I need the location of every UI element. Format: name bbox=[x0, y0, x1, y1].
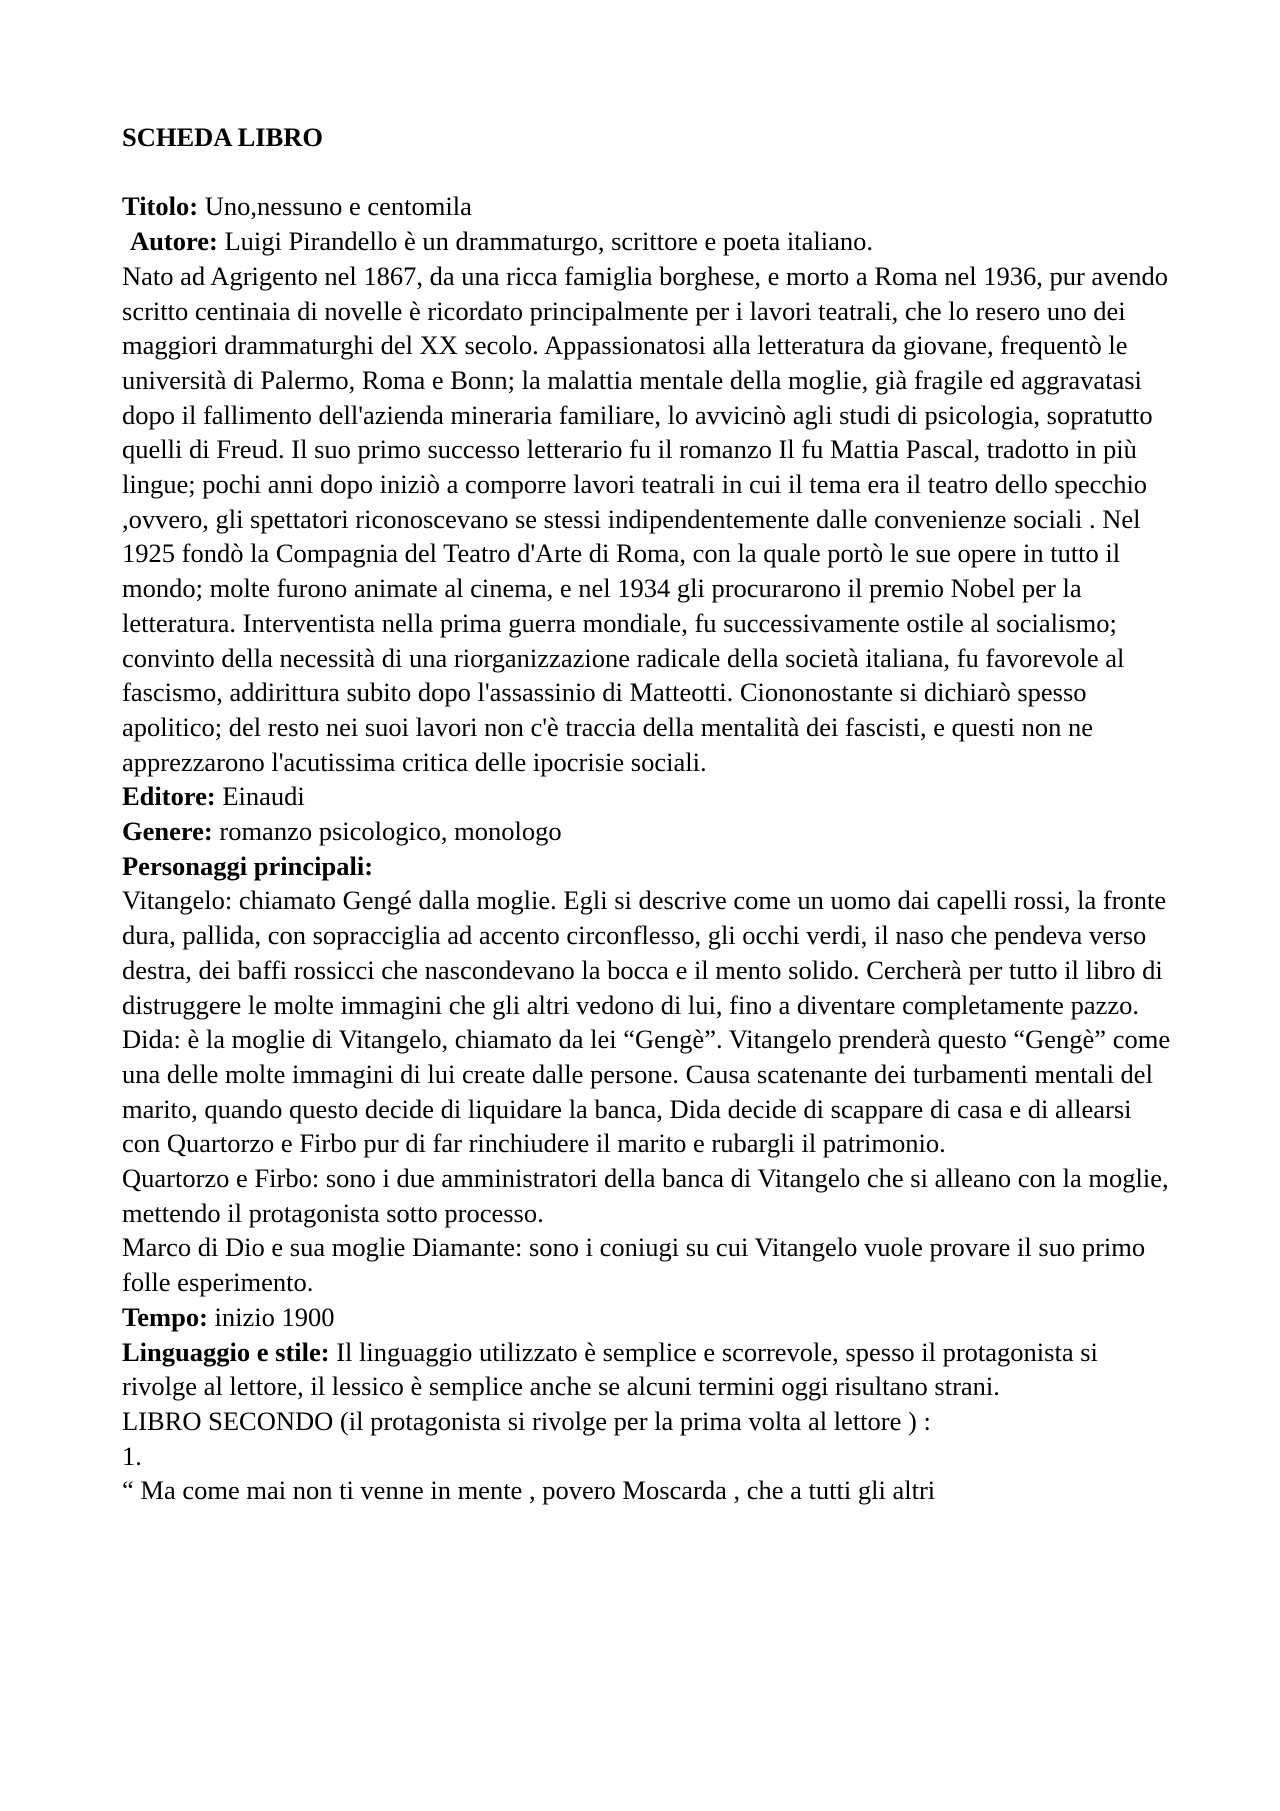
personaggio-vitangelo: Vitangelo: chiamato Gengé dalla moglie. Egli si descrive come un uomo dai capelli rossi, la fronte dura, pallida, con sopracciglia ad accento circonflesso, gli occhi verdi, il naso che pendeva verso destra, dei baffi rossicci che nascondevano la bocca e il mento solido. Cercherà per tutto il libro di distruggere le molte immagini che gli altri vedono di lui, fino a diventare completamente pazzo. bbox=[122, 885, 1167, 1020]
tempo-label: Tempo: bbox=[122, 1301, 208, 1332]
personaggi-heading: Personaggi principali: bbox=[122, 850, 374, 881]
personaggio-marco-diamante: Marco di Dio e sua moglie Diamante: sono i coniugi su cui Vitangelo vuole provare il suo primo folle esperimento. bbox=[122, 1232, 1146, 1298]
titolo-line bbox=[122, 189, 1172, 224]
citazione-line: “ Ma come mai non ti venne in mente , povero Moscarda , che a tutti gli altri bbox=[122, 1475, 936, 1506]
linguaggio-value: Il linguaggio utilizzato è semplice e scorrevole, spesso il protagonista si rivolge al lettore, il lessico è semplice anche se alcuni termini oggi risultano strani. bbox=[122, 1336, 1098, 1402]
autore-line bbox=[122, 224, 1172, 259]
personaggio-dida: Dida: è la moglie di Vitangelo, chiamato da lei “Gengè”. Vitangelo prenderà questo “Gengè” come una delle molte immagini di lui create dalle persone. Causa scatenante dei turbamenti mentali del marito, quando questo decide di liquidare la banca, Dida decide di scappare di casa e di allearsi con Quartorzo e Firbo pur di far rinchiudere il marito e rubargli il patrimonio. bbox=[122, 1024, 1171, 1159]
libro-secondo-line: LIBRO SECONDO (il protagonista si rivolge per la prima volta al lettore ) : bbox=[122, 1406, 931, 1436]
biografia-paragraph: Nato ad Agrigento nel 1867, da una ricca famiglia borghese, e morto a Roma nel 1936, pur avendo scritto centinaia di novelle è ricordato principalmente per i lavori teatrali, che lo resero uno dei maggiori drammaturghi del XX secolo. Appassionatosi alla letteratura da giovane, frequentò le università di Palermo, Roma e Bonn; la malattia mentale della moglie, già fragile ed aggravatasi dopo il fallimento dell'azienda mineraria familiare, lo avvicinò agli studi di psicologia, sopratutto quelli di Freud. Il suo primo successo letterario fu il romanzo Il fu Mattia Pascal, tradotto in più lingue; pochi anni dopo iniziò a comporre lavori teatrali in cui il tema era il teatro dello specchio ,ovvero, gli spettatori riconoscevano se stessi indipendentemente dalle convenienze sociali . Nel 1925 fondò la Compagnia del Teatro d'Arte di Roma, con la quale portò le sue opere in tutto il mondo; molte furono animate al cinema, e nel 1934 gli procurarono il premio Nobel per la letteratura. Interventista nella prima guerra mondiale, fu successivamente ostile al socialismo; convinto della necessità di una riorganizzazione radicale della società italiana, fu favorevole al fascismo, addirittura subito dopo l'assassinio di Matteotti. Ciononostante si dichiarò spesso apolitico; del resto nei suoi lavori non c'è traccia della mentalità dei fascisti, e questi non ne apprezzarono l'acutissima critica delle ipocrisie sociali. bbox=[122, 260, 1168, 777]
linguaggio-line bbox=[122, 1335, 1172, 1404]
autore-value: Luigi Pirandello è un drammaturgo, scrittore e poeta italiano. bbox=[217, 226, 874, 257]
autore-label: Autore: bbox=[130, 226, 218, 257]
genere-line bbox=[122, 814, 1172, 849]
editore-value: Einaudi bbox=[215, 781, 305, 812]
document-title: SCHEDA LIBRO bbox=[122, 122, 324, 152]
editore-label: Editore: bbox=[122, 781, 216, 812]
genere-value: romanzo psicologico, monologo bbox=[212, 816, 562, 847]
titolo-value: Uno,nessuno e centomila bbox=[198, 191, 472, 222]
linguaggio-label: Linguaggio e stile: bbox=[122, 1336, 330, 1367]
genere-label: Genere: bbox=[122, 816, 213, 847]
tempo-line bbox=[122, 1300, 1172, 1335]
numero-line: 1. bbox=[122, 1440, 142, 1471]
editore-line bbox=[122, 779, 1172, 814]
personaggio-quartorzo-firbo: Quartorzo e Firbo: sono i due amministratori della banca di Vitangelo che si alleano con la moglie, mettendo il protagonista sotto processo. bbox=[122, 1163, 1169, 1228]
titolo-label: Titolo: bbox=[122, 191, 199, 222]
tempo-value: inizio 1900 bbox=[207, 1301, 335, 1332]
document-body bbox=[122, 120, 1172, 1508]
